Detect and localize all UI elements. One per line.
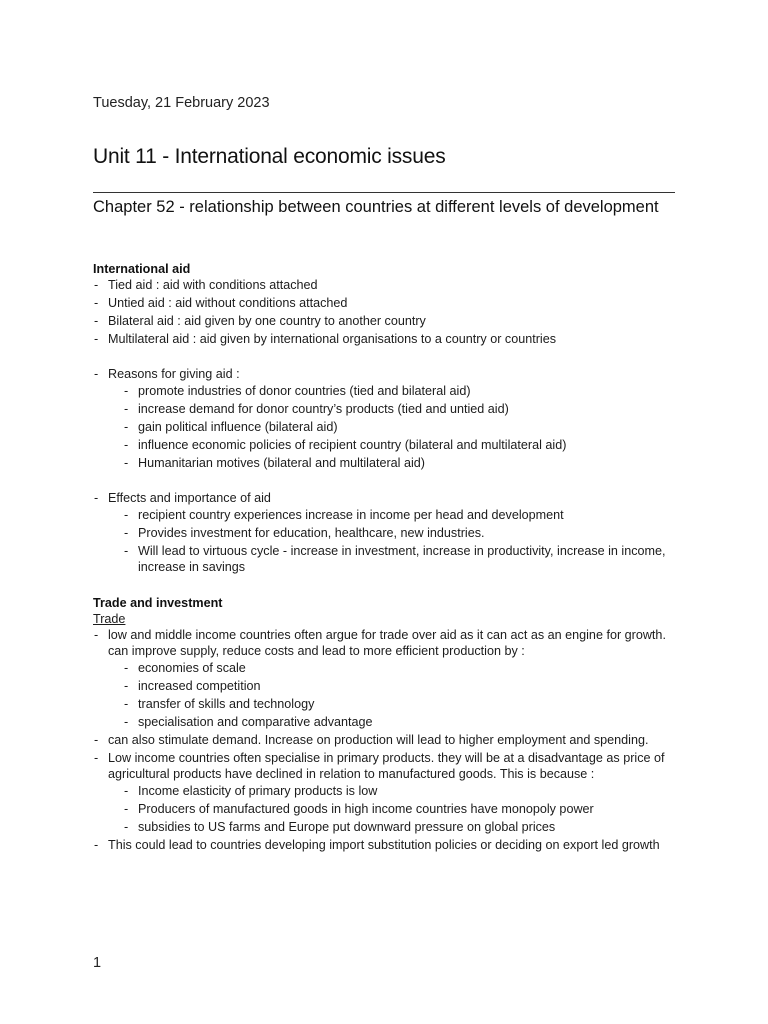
- spacer: [93, 577, 683, 595]
- trade-point-text: Low income countries often specialise in primary products. they will be at a disadvantage as price of agricultural products have declined in relation to manufactured goods. This is because :: [108, 751, 665, 781]
- list-item: - recipient country experiences increase in income per head and development: [123, 507, 683, 523]
- page-number: 1: [93, 955, 102, 971]
- trade-point-text: low and middle income countries often argue for trade over aid as it can act as an engine for growth. can improve supply, reduce costs and lead to more efficient production by :: [108, 628, 666, 658]
- list-item: - This could lead to countries developing import substitution policies or deciding on export led growth: [93, 837, 683, 853]
- list-item: - Income elasticity of primary products is low: [123, 783, 683, 799]
- aid-reasons-label: Reasons for giving aid :: [108, 367, 240, 381]
- list-item: - specialisation and comparative advantage: [123, 714, 683, 730]
- list-item: - subsidies to US farms and Europe put downward pressure on global prices: [123, 819, 683, 835]
- list-item: - Untied aid : aid without conditions attached: [93, 295, 683, 311]
- list-item: - Multilateral aid : aid given by international organisations to a country or countries: [93, 331, 683, 347]
- title-divider: [93, 192, 675, 193]
- list-item: - Tied aid : aid with conditions attached: [93, 277, 683, 293]
- aid-reasons-sublist: [108, 383, 683, 471]
- list-item: - increased competition: [123, 678, 683, 694]
- note-date: Tuesday, 21 February 2023: [93, 95, 270, 111]
- trade-list: [93, 627, 683, 853]
- aid-types-list: [93, 277, 683, 347]
- list-item: [93, 490, 683, 575]
- list-item: [93, 366, 683, 471]
- list-item: - influence economic policies of recipient country (bilateral and multilateral aid): [123, 437, 683, 453]
- aid-effects-list: [93, 490, 683, 575]
- list-item: - Will lead to virtuous cycle - increase in investment, increase in productivity, increase in income, increase in savings: [123, 543, 683, 575]
- subheading-trade: Trade: [93, 612, 126, 626]
- list-item: - Bilateral aid : aid given by one country to another country: [93, 313, 683, 329]
- aid-effects-sublist: [108, 507, 683, 575]
- unit-title: Unit 11 - International economic issues: [93, 145, 446, 168]
- list-item: - gain political influence (bilateral aid): [123, 419, 683, 435]
- list-item: [93, 750, 683, 835]
- list-item: - Humanitarian motives (bilateral and multilateral aid): [123, 455, 683, 471]
- chapter-title: Chapter 52 - relationship between countries at different levels of development: [93, 198, 659, 216]
- list-item: - Producers of manufactured goods in high income countries have monopoly power: [123, 801, 683, 817]
- list-item: - increase demand for donor country’s products (tied and untied aid): [123, 401, 683, 417]
- section-heading-trade-investment: Trade and investment: [93, 596, 223, 610]
- note-content: [93, 261, 683, 855]
- spacer: [93, 473, 683, 490]
- aid-reasons-list: [93, 366, 683, 471]
- spacer: [93, 349, 683, 366]
- aid-effects-label: Effects and importance of aid: [108, 491, 271, 505]
- section-heading-international-aid: International aid: [93, 262, 191, 276]
- list-item: - transfer of skills and technology: [123, 696, 683, 712]
- list-item: - economies of scale: [123, 660, 683, 676]
- list-item: [93, 627, 683, 730]
- trade-benefits-sublist: [108, 660, 683, 730]
- primary-products-sublist: [108, 783, 683, 835]
- list-item: - Provides investment for education, healthcare, new industries.: [123, 525, 683, 541]
- list-item: - can also stimulate demand. Increase on production will lead to higher employment and spending.: [93, 732, 683, 748]
- list-item: - promote industries of donor countries (tied and bilateral aid): [123, 383, 683, 399]
